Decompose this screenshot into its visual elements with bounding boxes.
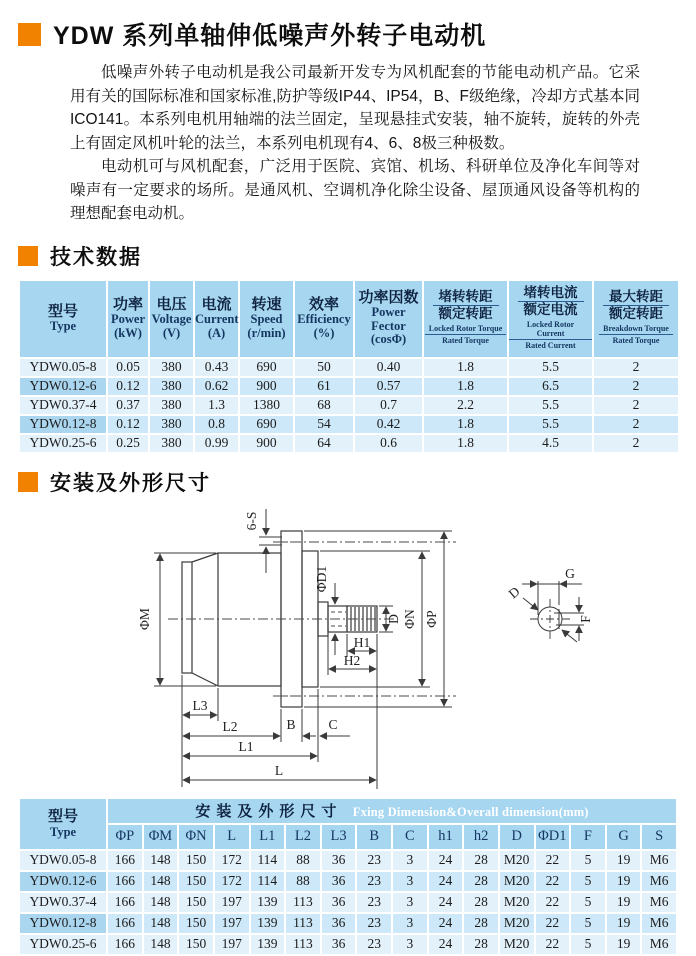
value-cell: 0.6 bbox=[354, 434, 423, 453]
dim-label-6s: 6-S bbox=[244, 511, 259, 530]
col-label-unit: (%) bbox=[313, 325, 335, 340]
value-cell: 1.8 bbox=[423, 358, 508, 377]
col-label-zh: 效率 bbox=[308, 296, 339, 313]
value-cell: 172 bbox=[214, 871, 250, 892]
value-cell: 114 bbox=[250, 850, 286, 871]
col-header-speed bbox=[239, 280, 294, 358]
value-cell: 113 bbox=[285, 934, 321, 955]
intro-paragraph-2: 电动机可与风机配套，广泛用于医院、宾馆、机场、科研单位及净化车间等对噪声有一定要求的场所。是通风机、空调机净化除尘设备、屋顶通风设备等机构的理想配套电动机。 bbox=[70, 158, 640, 222]
model-cell: YDW0.12-6 bbox=[19, 871, 107, 892]
col-label-zh: 功率 bbox=[112, 296, 143, 313]
value-cell: 166 bbox=[107, 913, 143, 934]
table-row bbox=[19, 892, 677, 913]
value-cell: 0.25 bbox=[107, 434, 149, 453]
value-cell: 113 bbox=[285, 892, 321, 913]
value-cell: 2 bbox=[593, 415, 679, 434]
dim-label-phiP: ΦP bbox=[424, 609, 439, 628]
value-cell: 139 bbox=[250, 934, 286, 955]
col-header-B: B bbox=[356, 824, 392, 850]
value-cell: 1.3 bbox=[194, 396, 239, 415]
model-cell: YDW0.12-6 bbox=[19, 377, 107, 396]
value-cell: 0.62 bbox=[194, 377, 239, 396]
value-cell: 0.05 bbox=[107, 358, 149, 377]
col-label-en: Power bbox=[110, 312, 145, 326]
value-cell: 148 bbox=[143, 871, 179, 892]
value-cell: 0.8 bbox=[194, 415, 239, 434]
col-header-phiM: ΦM bbox=[143, 824, 179, 850]
col-header-phiD1: ΦD1 bbox=[535, 824, 571, 850]
col-label-en: Type bbox=[49, 318, 77, 333]
table-row bbox=[19, 377, 679, 396]
value-cell: M6 bbox=[641, 934, 677, 955]
table-row bbox=[19, 934, 677, 955]
col-header-F: F bbox=[570, 824, 606, 850]
col-header-locked-rotor-current bbox=[508, 280, 593, 358]
value-cell: 380 bbox=[149, 377, 194, 396]
dims-table-body bbox=[19, 850, 677, 955]
col-label-zh: 型号 bbox=[47, 807, 78, 825]
value-cell: 22 bbox=[535, 871, 571, 892]
col-label-unit: (kW) bbox=[114, 325, 142, 340]
value-cell: 19 bbox=[606, 913, 642, 934]
value-cell: 22 bbox=[535, 913, 571, 934]
value-cell: 36 bbox=[321, 871, 357, 892]
value-cell: 54 bbox=[294, 415, 354, 434]
col-header-G: G bbox=[606, 824, 642, 850]
value-cell: 0.42 bbox=[354, 415, 423, 434]
value-cell: 380 bbox=[149, 358, 194, 377]
ratio-zh-num: 堵转电流 bbox=[518, 285, 584, 302]
value-cell: 28 bbox=[463, 850, 499, 871]
col-header-phiN: ΦN bbox=[178, 824, 214, 850]
ratio-zh-num: 堵转转距 bbox=[433, 289, 499, 306]
col-header-C: C bbox=[392, 824, 428, 850]
model-cell: YDW0.37-4 bbox=[19, 396, 107, 415]
group-label-en: Fxing Dimension&Overall dimension(mm) bbox=[352, 805, 589, 819]
value-cell: 5 bbox=[570, 913, 606, 934]
table-row bbox=[19, 913, 677, 934]
value-cell: 0.99 bbox=[194, 434, 239, 453]
section-bullet-icon bbox=[18, 246, 38, 266]
ratio-en-num: Locked Rotor Torque bbox=[425, 324, 507, 335]
section-header-dimensions bbox=[18, 467, 678, 497]
col-label-unit: (V) bbox=[162, 325, 181, 340]
col-label-zh: 功率因数 bbox=[358, 289, 419, 307]
value-cell: 5 bbox=[570, 934, 606, 955]
value-cell: 64 bbox=[294, 434, 354, 453]
value-cell: M6 bbox=[641, 871, 677, 892]
value-cell: 5.5 bbox=[508, 396, 593, 415]
col-label-en: Efficiency bbox=[297, 312, 351, 326]
col-header-D: D bbox=[499, 824, 535, 850]
ratio-zh-den: 额定转距 bbox=[609, 306, 663, 321]
ratio-en-num: Breakdown Torque bbox=[599, 324, 673, 335]
value-cell: 1.8 bbox=[423, 434, 508, 453]
value-cell: 690 bbox=[239, 415, 294, 434]
ratio-en-den: Rated Torque bbox=[612, 336, 660, 345]
ratio-en bbox=[425, 324, 507, 345]
value-cell: 36 bbox=[321, 892, 357, 913]
value-cell: 22 bbox=[535, 850, 571, 871]
col-header-power bbox=[107, 280, 149, 358]
value-cell: 150 bbox=[178, 850, 214, 871]
col-header-L2: L2 bbox=[285, 824, 321, 850]
col-header-S: S bbox=[641, 824, 677, 850]
value-cell: M20 bbox=[499, 934, 535, 955]
dim-label-phiM: ΦM bbox=[137, 607, 152, 630]
page-title: YDW 系列单轴伸低噪声外转子电动机 bbox=[53, 22, 487, 50]
table-row bbox=[19, 358, 679, 377]
value-cell: 380 bbox=[149, 396, 194, 415]
value-cell: 197 bbox=[214, 934, 250, 955]
value-cell: 166 bbox=[107, 850, 143, 871]
dim-label-f: F bbox=[578, 614, 593, 623]
value-cell: 23 bbox=[356, 871, 392, 892]
value-cell: 148 bbox=[143, 892, 179, 913]
value-cell: M6 bbox=[641, 892, 677, 913]
col-header-h1: h1 bbox=[428, 824, 464, 850]
dim-label-c: C bbox=[328, 716, 338, 732]
table-row bbox=[19, 850, 677, 871]
section-title-tech-data: 技术数据 bbox=[50, 245, 142, 269]
value-cell: 36 bbox=[321, 913, 357, 934]
dim-label-d-detail: D bbox=[505, 583, 523, 601]
value-cell: 139 bbox=[250, 892, 286, 913]
value-cell: 23 bbox=[356, 892, 392, 913]
value-cell: 68 bbox=[294, 396, 354, 415]
col-label-en: Current bbox=[195, 312, 239, 326]
ratio-en-num: Locked Rotor Current bbox=[509, 320, 592, 340]
value-cell: 88 bbox=[285, 850, 321, 871]
value-cell: 28 bbox=[463, 871, 499, 892]
model-cell: YDW0.25-6 bbox=[19, 434, 107, 453]
col-label-en: Voltage bbox=[151, 312, 192, 326]
dim-label-h1: H1 bbox=[353, 634, 371, 650]
col-header-breakdown-torque bbox=[593, 280, 679, 358]
value-cell: M6 bbox=[641, 850, 677, 871]
value-cell: M20 bbox=[499, 892, 535, 913]
value-cell: 172 bbox=[214, 850, 250, 871]
value-cell: 19 bbox=[606, 850, 642, 871]
value-cell: 2 bbox=[593, 358, 679, 377]
section-title-dimensions: 安装及外形尺寸 bbox=[50, 471, 211, 495]
value-cell: 150 bbox=[178, 934, 214, 955]
value-cell: 2 bbox=[593, 396, 679, 415]
value-cell: 114 bbox=[250, 871, 286, 892]
dim-label-l1: L1 bbox=[238, 738, 254, 754]
dims-header-row-2 bbox=[19, 824, 677, 850]
col-label-en: Type bbox=[49, 824, 77, 839]
table-row bbox=[19, 871, 677, 892]
col-header-L3: L3 bbox=[321, 824, 357, 850]
col-header-L1: L1 bbox=[250, 824, 286, 850]
value-cell: 0.57 bbox=[354, 377, 423, 396]
value-cell: 0.37 bbox=[107, 396, 149, 415]
model-cell: YDW0.25-6 bbox=[19, 934, 107, 955]
col-label-unit: (r/min) bbox=[247, 325, 286, 340]
value-cell: 24 bbox=[428, 913, 464, 934]
value-cell: 150 bbox=[178, 892, 214, 913]
value-cell: 3 bbox=[392, 892, 428, 913]
page-header bbox=[18, 16, 678, 52]
value-cell: 5 bbox=[570, 850, 606, 871]
col-label-unit: (cosΦ) bbox=[370, 332, 407, 347]
ratio-en-den: Rated Torque bbox=[442, 336, 489, 345]
ratio-en bbox=[599, 324, 673, 345]
value-cell: 900 bbox=[239, 434, 294, 453]
value-cell: 24 bbox=[428, 850, 464, 871]
intro-paragraph-1: 低噪声外转子电动机是我公司最新开发专为风机配套的节能电动机产品。它采用有关的国际标准和国家标准,防护等级IP44、IP54，B、F级绝缘，冷却方式基本同ICO141。本系列电机用轴端的法兰固定，呈现悬挂式安装，轴不旋转，旋转的外壳上有固定风机叶轮的法兰，本系列电机现有4、6、8极三种极数。 bbox=[70, 64, 640, 152]
col-header-h2: h2 bbox=[463, 824, 499, 850]
col-header-type bbox=[19, 280, 107, 358]
col-label-en: Speed bbox=[250, 312, 283, 326]
intro-text bbox=[70, 61, 640, 226]
model-cell: YDW0.12-8 bbox=[19, 913, 107, 934]
value-cell: 166 bbox=[107, 892, 143, 913]
shaft-end-detail bbox=[522, 581, 584, 642]
value-cell: 61 bbox=[294, 377, 354, 396]
value-cell: 0.12 bbox=[107, 377, 149, 396]
col-header-power-factor bbox=[354, 280, 423, 358]
value-cell: 113 bbox=[285, 913, 321, 934]
value-cell: 36 bbox=[321, 850, 357, 871]
dim-label-g: G bbox=[565, 565, 575, 581]
dim-label-h2: H2 bbox=[343, 652, 361, 668]
col-header-locked-rotor-torque bbox=[423, 280, 508, 358]
value-cell: 150 bbox=[178, 871, 214, 892]
value-cell: 0.40 bbox=[354, 358, 423, 377]
value-cell: 380 bbox=[149, 434, 194, 453]
col-header-voltage bbox=[149, 280, 194, 358]
ratio-en-den: Rated Current bbox=[525, 340, 576, 350]
col-header-type bbox=[19, 798, 107, 850]
dim-label-phiN: ΦN bbox=[402, 608, 417, 629]
col-label-zh: 转速 bbox=[251, 296, 282, 313]
col-header-current bbox=[194, 280, 239, 358]
ratio-zh bbox=[603, 289, 669, 322]
value-cell: 148 bbox=[143, 850, 179, 871]
value-cell: 5.5 bbox=[508, 358, 593, 377]
section-bullet-icon bbox=[18, 472, 38, 492]
dim-label-l2: L2 bbox=[222, 718, 238, 734]
ratio-zh-den: 额定电流 bbox=[523, 301, 578, 317]
col-header-L: L bbox=[214, 824, 250, 850]
value-cell: 0.7 bbox=[354, 396, 423, 415]
value-cell: 88 bbox=[285, 871, 321, 892]
value-cell: 19 bbox=[606, 871, 642, 892]
dim-label-l3: L3 bbox=[192, 697, 208, 713]
value-cell: 5 bbox=[570, 871, 606, 892]
installation-drawing bbox=[130, 499, 678, 791]
dims-group-header bbox=[107, 798, 677, 824]
dim-label-phiD1: ΦD1 bbox=[314, 565, 329, 592]
value-cell: 2 bbox=[593, 377, 679, 396]
value-cell: 148 bbox=[143, 913, 179, 934]
value-cell: 2 bbox=[593, 434, 679, 453]
value-cell: 197 bbox=[214, 892, 250, 913]
value-cell: 166 bbox=[107, 871, 143, 892]
value-cell: 0.12 bbox=[107, 415, 149, 434]
col-label-unit: (A) bbox=[207, 325, 226, 340]
col-label-en: Power Fector bbox=[371, 305, 406, 333]
value-cell: 28 bbox=[463, 934, 499, 955]
table-row bbox=[19, 434, 679, 453]
dim-label-l: L bbox=[274, 762, 284, 778]
model-cell: YDW0.37-4 bbox=[19, 892, 107, 913]
value-cell: 4.5 bbox=[508, 434, 593, 453]
value-cell: 22 bbox=[535, 934, 571, 955]
model-cell: YDW0.05-8 bbox=[19, 358, 107, 377]
col-label-zh: 电压 bbox=[156, 296, 187, 313]
value-cell: 1.8 bbox=[423, 377, 508, 396]
value-cell: 166 bbox=[107, 934, 143, 955]
value-cell: M20 bbox=[499, 871, 535, 892]
value-cell: 22 bbox=[535, 892, 571, 913]
value-cell: 3 bbox=[392, 871, 428, 892]
col-label-zh: 电流 bbox=[201, 296, 232, 313]
value-cell: M20 bbox=[499, 850, 535, 871]
table-row bbox=[19, 415, 679, 434]
col-header-efficiency bbox=[294, 280, 354, 358]
value-cell: 5.5 bbox=[508, 415, 593, 434]
motor-dimension-diagram bbox=[130, 499, 690, 791]
tech-header-row bbox=[19, 280, 679, 358]
value-cell: 3 bbox=[392, 934, 428, 955]
value-cell: 148 bbox=[143, 934, 179, 955]
value-cell: 3 bbox=[392, 913, 428, 934]
value-cell: 19 bbox=[606, 892, 642, 913]
dimension-table bbox=[18, 797, 678, 956]
table-row bbox=[19, 396, 679, 415]
value-cell: 6.5 bbox=[508, 377, 593, 396]
group-label-zh: 安装及外形尺寸 bbox=[195, 803, 343, 820]
value-cell: M20 bbox=[499, 913, 535, 934]
title-bullet-icon bbox=[18, 23, 41, 46]
value-cell: 23 bbox=[356, 913, 392, 934]
value-cell: M6 bbox=[641, 913, 677, 934]
value-cell: 24 bbox=[428, 871, 464, 892]
value-cell: 1.8 bbox=[423, 415, 508, 434]
value-cell: 139 bbox=[250, 913, 286, 934]
col-label-zh: 型号 bbox=[47, 302, 78, 320]
ratio-zh-num: 最大转距 bbox=[603, 289, 669, 306]
value-cell: 23 bbox=[356, 850, 392, 871]
dims-header-row-1 bbox=[19, 798, 677, 824]
col-header-phiP: ΦP bbox=[107, 824, 143, 850]
tech-table-body bbox=[19, 358, 679, 453]
model-cell: YDW0.12-8 bbox=[19, 415, 107, 434]
value-cell: 3 bbox=[392, 850, 428, 871]
value-cell: 1380 bbox=[239, 396, 294, 415]
value-cell: 197 bbox=[214, 913, 250, 934]
section-header-tech-data bbox=[18, 241, 678, 271]
value-cell: 24 bbox=[428, 934, 464, 955]
value-cell: 5 bbox=[570, 892, 606, 913]
value-cell: 2.2 bbox=[423, 396, 508, 415]
ratio-en bbox=[509, 320, 592, 350]
value-cell: 150 bbox=[178, 913, 214, 934]
value-cell: 24 bbox=[428, 892, 464, 913]
ratio-zh-den: 额定转距 bbox=[438, 306, 493, 321]
value-cell: 36 bbox=[321, 934, 357, 955]
dim-label-b: B bbox=[286, 716, 296, 732]
value-cell: 28 bbox=[463, 913, 499, 934]
dimension-labels bbox=[137, 511, 593, 777]
value-cell: 380 bbox=[149, 415, 194, 434]
ratio-zh bbox=[433, 289, 499, 322]
value-cell: 900 bbox=[239, 377, 294, 396]
ratio-zh bbox=[518, 285, 584, 318]
dim-label-d: D bbox=[386, 613, 401, 624]
value-cell: 690 bbox=[239, 358, 294, 377]
model-cell: YDW0.05-8 bbox=[19, 850, 107, 871]
tech-data-table bbox=[18, 279, 680, 454]
value-cell: 0.43 bbox=[194, 358, 239, 377]
value-cell: 50 bbox=[294, 358, 354, 377]
value-cell: 28 bbox=[463, 892, 499, 913]
value-cell: 23 bbox=[356, 934, 392, 955]
value-cell: 19 bbox=[606, 934, 642, 955]
